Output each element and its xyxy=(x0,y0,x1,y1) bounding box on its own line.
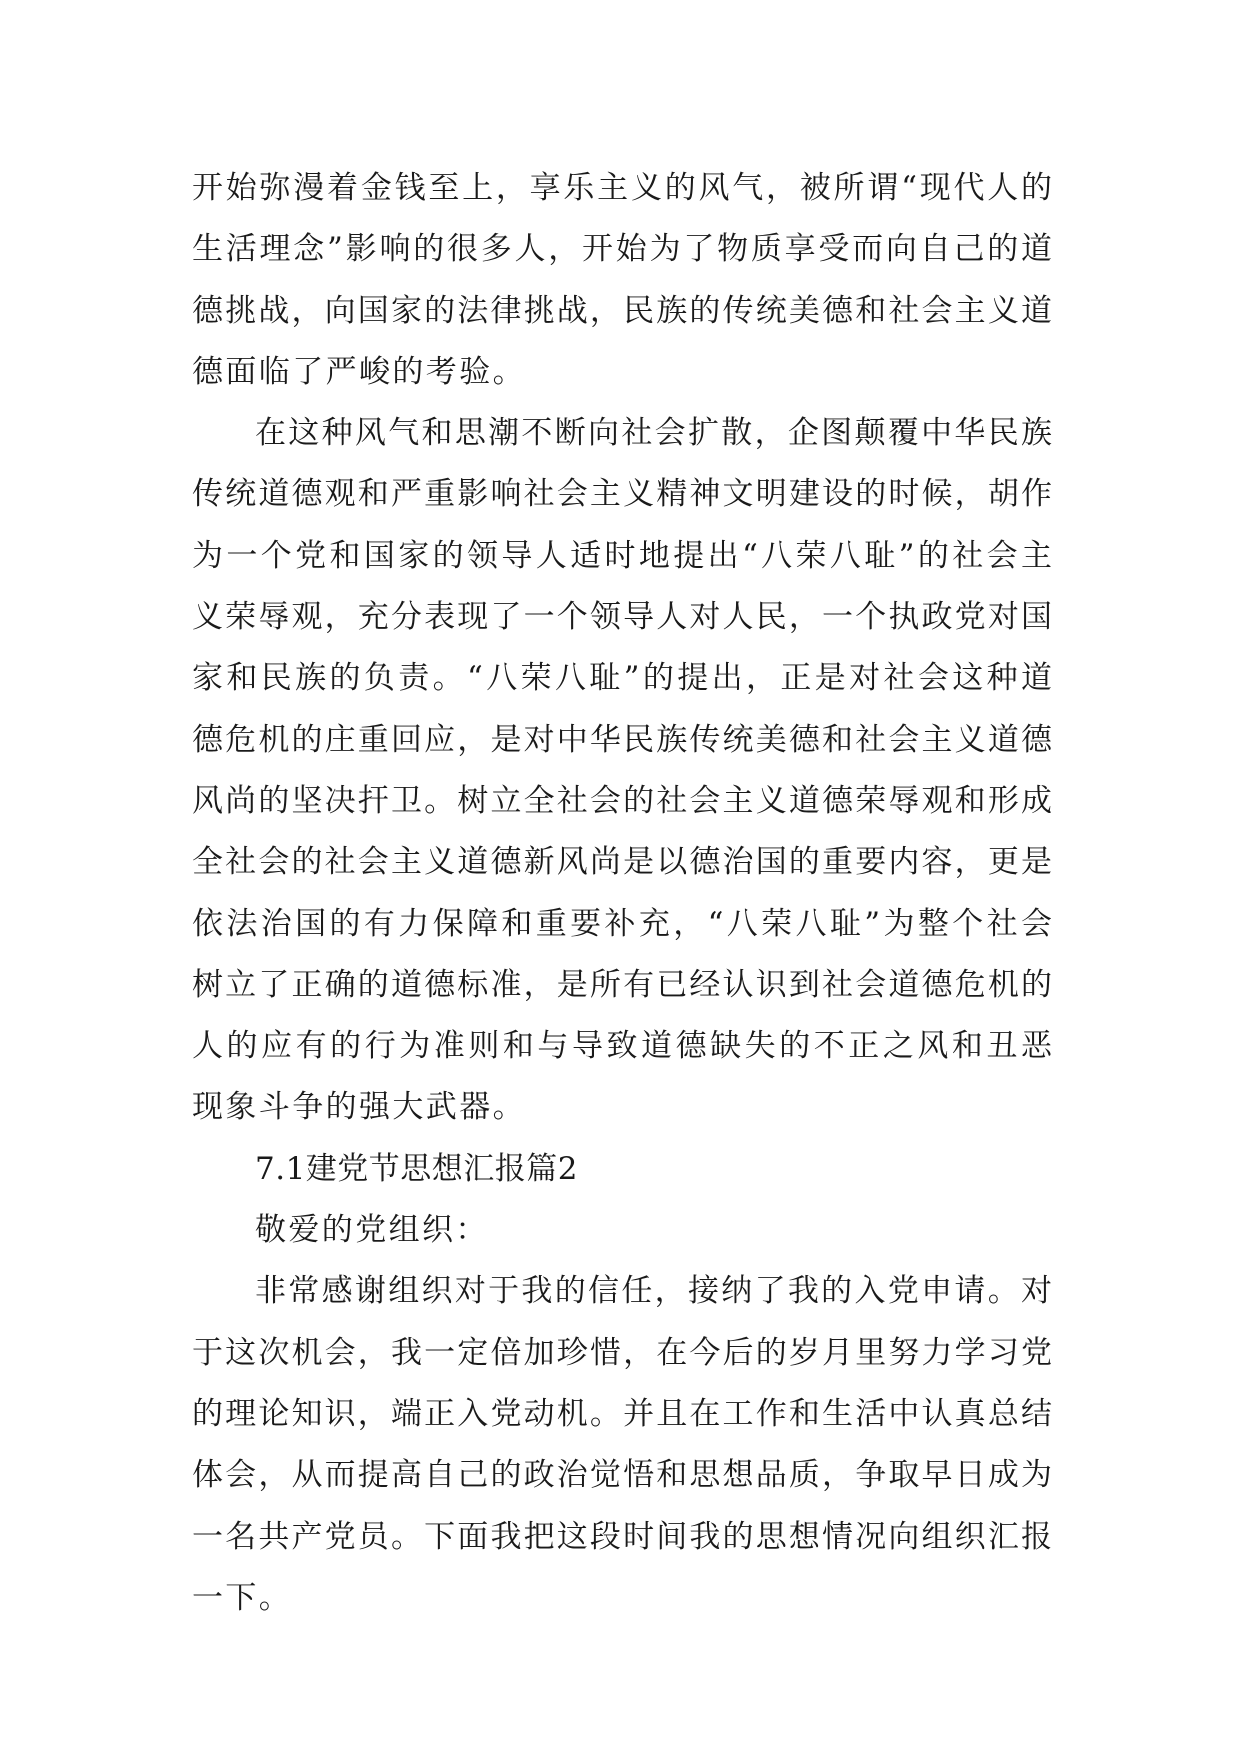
paragraph-line: 依法治国的有力保障和重要补充，“八荣八耻”为整个社会 xyxy=(192,905,1052,942)
paragraph-line: 体会，从而提高自己的政治觉悟和思想品质，争取早日成为 xyxy=(192,1457,1052,1494)
paragraph-line: 非常感谢组织对于我的信任，接纳了我的入党申请。对 xyxy=(255,1273,1052,1310)
paragraph-line: 传统道德观和严重影响社会主义精神文明建设的时候，胡作 xyxy=(192,476,1052,513)
section-heading: 7.1建党节思想汇报篇2 xyxy=(255,1150,579,1187)
salutation: 敬爱的党组织： xyxy=(255,1212,489,1249)
paragraph-line: 家和民族的负责。“八荣八耻”的提出，正是对社会这种道 xyxy=(192,660,1052,697)
paragraph-line: 德危机的庄重回应，是对中华民族传统美德和社会主义道德 xyxy=(192,721,1052,758)
paragraph-line: 在这种风气和思潮不断向社会扩散，企图颠覆中华民族 xyxy=(255,415,1052,452)
paragraph-1 xyxy=(192,158,1052,403)
paragraph-line: 人的应有的行为准则和与导致道德缺失的不正之风和丑恶 xyxy=(192,1028,1052,1065)
paragraph-line: 德面临了严峻的考验。 xyxy=(192,353,526,390)
paragraph-line: 树立了正确的道德标准，是所有已经认识到社会道德危机的 xyxy=(192,966,1052,1003)
paragraph-line: 现象斗争的强大武器。 xyxy=(192,1089,526,1126)
paragraph-line: 生活理念”影响的很多人，开始为了物质享受而向自己的道 xyxy=(192,231,1052,268)
paragraph-line: 风尚的坚决扞卫。树立全社会的社会主义道德荣辱观和形成 xyxy=(192,782,1052,819)
paragraph-3 xyxy=(192,1261,1052,1629)
paragraph-line: 一名共产党员。下面我把这段时间我的思想情况向组织汇报 xyxy=(192,1518,1052,1555)
paragraph-line: 全社会的社会主义道德新风尚是以德治国的重要内容，更是 xyxy=(192,844,1052,881)
paragraph-line: 德挑战，向国家的法律挑战，民族的传统美德和社会主义道 xyxy=(192,292,1052,329)
paragraph-line: 的理论知识，端正入党动机。并且在工作和生活中认真总结 xyxy=(192,1395,1052,1432)
paragraph-line: 开始弥漫着金钱至上，享乐主义的风气，被所谓“现代人的 xyxy=(192,170,1052,206)
paragraph-line: 为一个党和国家的领导人适时地提出“八荣八耻”的社会主 xyxy=(192,537,1052,574)
paragraph-line: 于这次机会，我一定倍加珍惜，在今后的岁月里努力学习党 xyxy=(192,1334,1052,1371)
paragraph-2 xyxy=(192,403,1052,1139)
paragraph-line: 义荣辱观，充分表现了一个领导人对人民，一个执政党对国 xyxy=(192,599,1052,636)
document-body xyxy=(192,158,1052,1629)
paragraph-line: 一下。 xyxy=(192,1579,293,1616)
